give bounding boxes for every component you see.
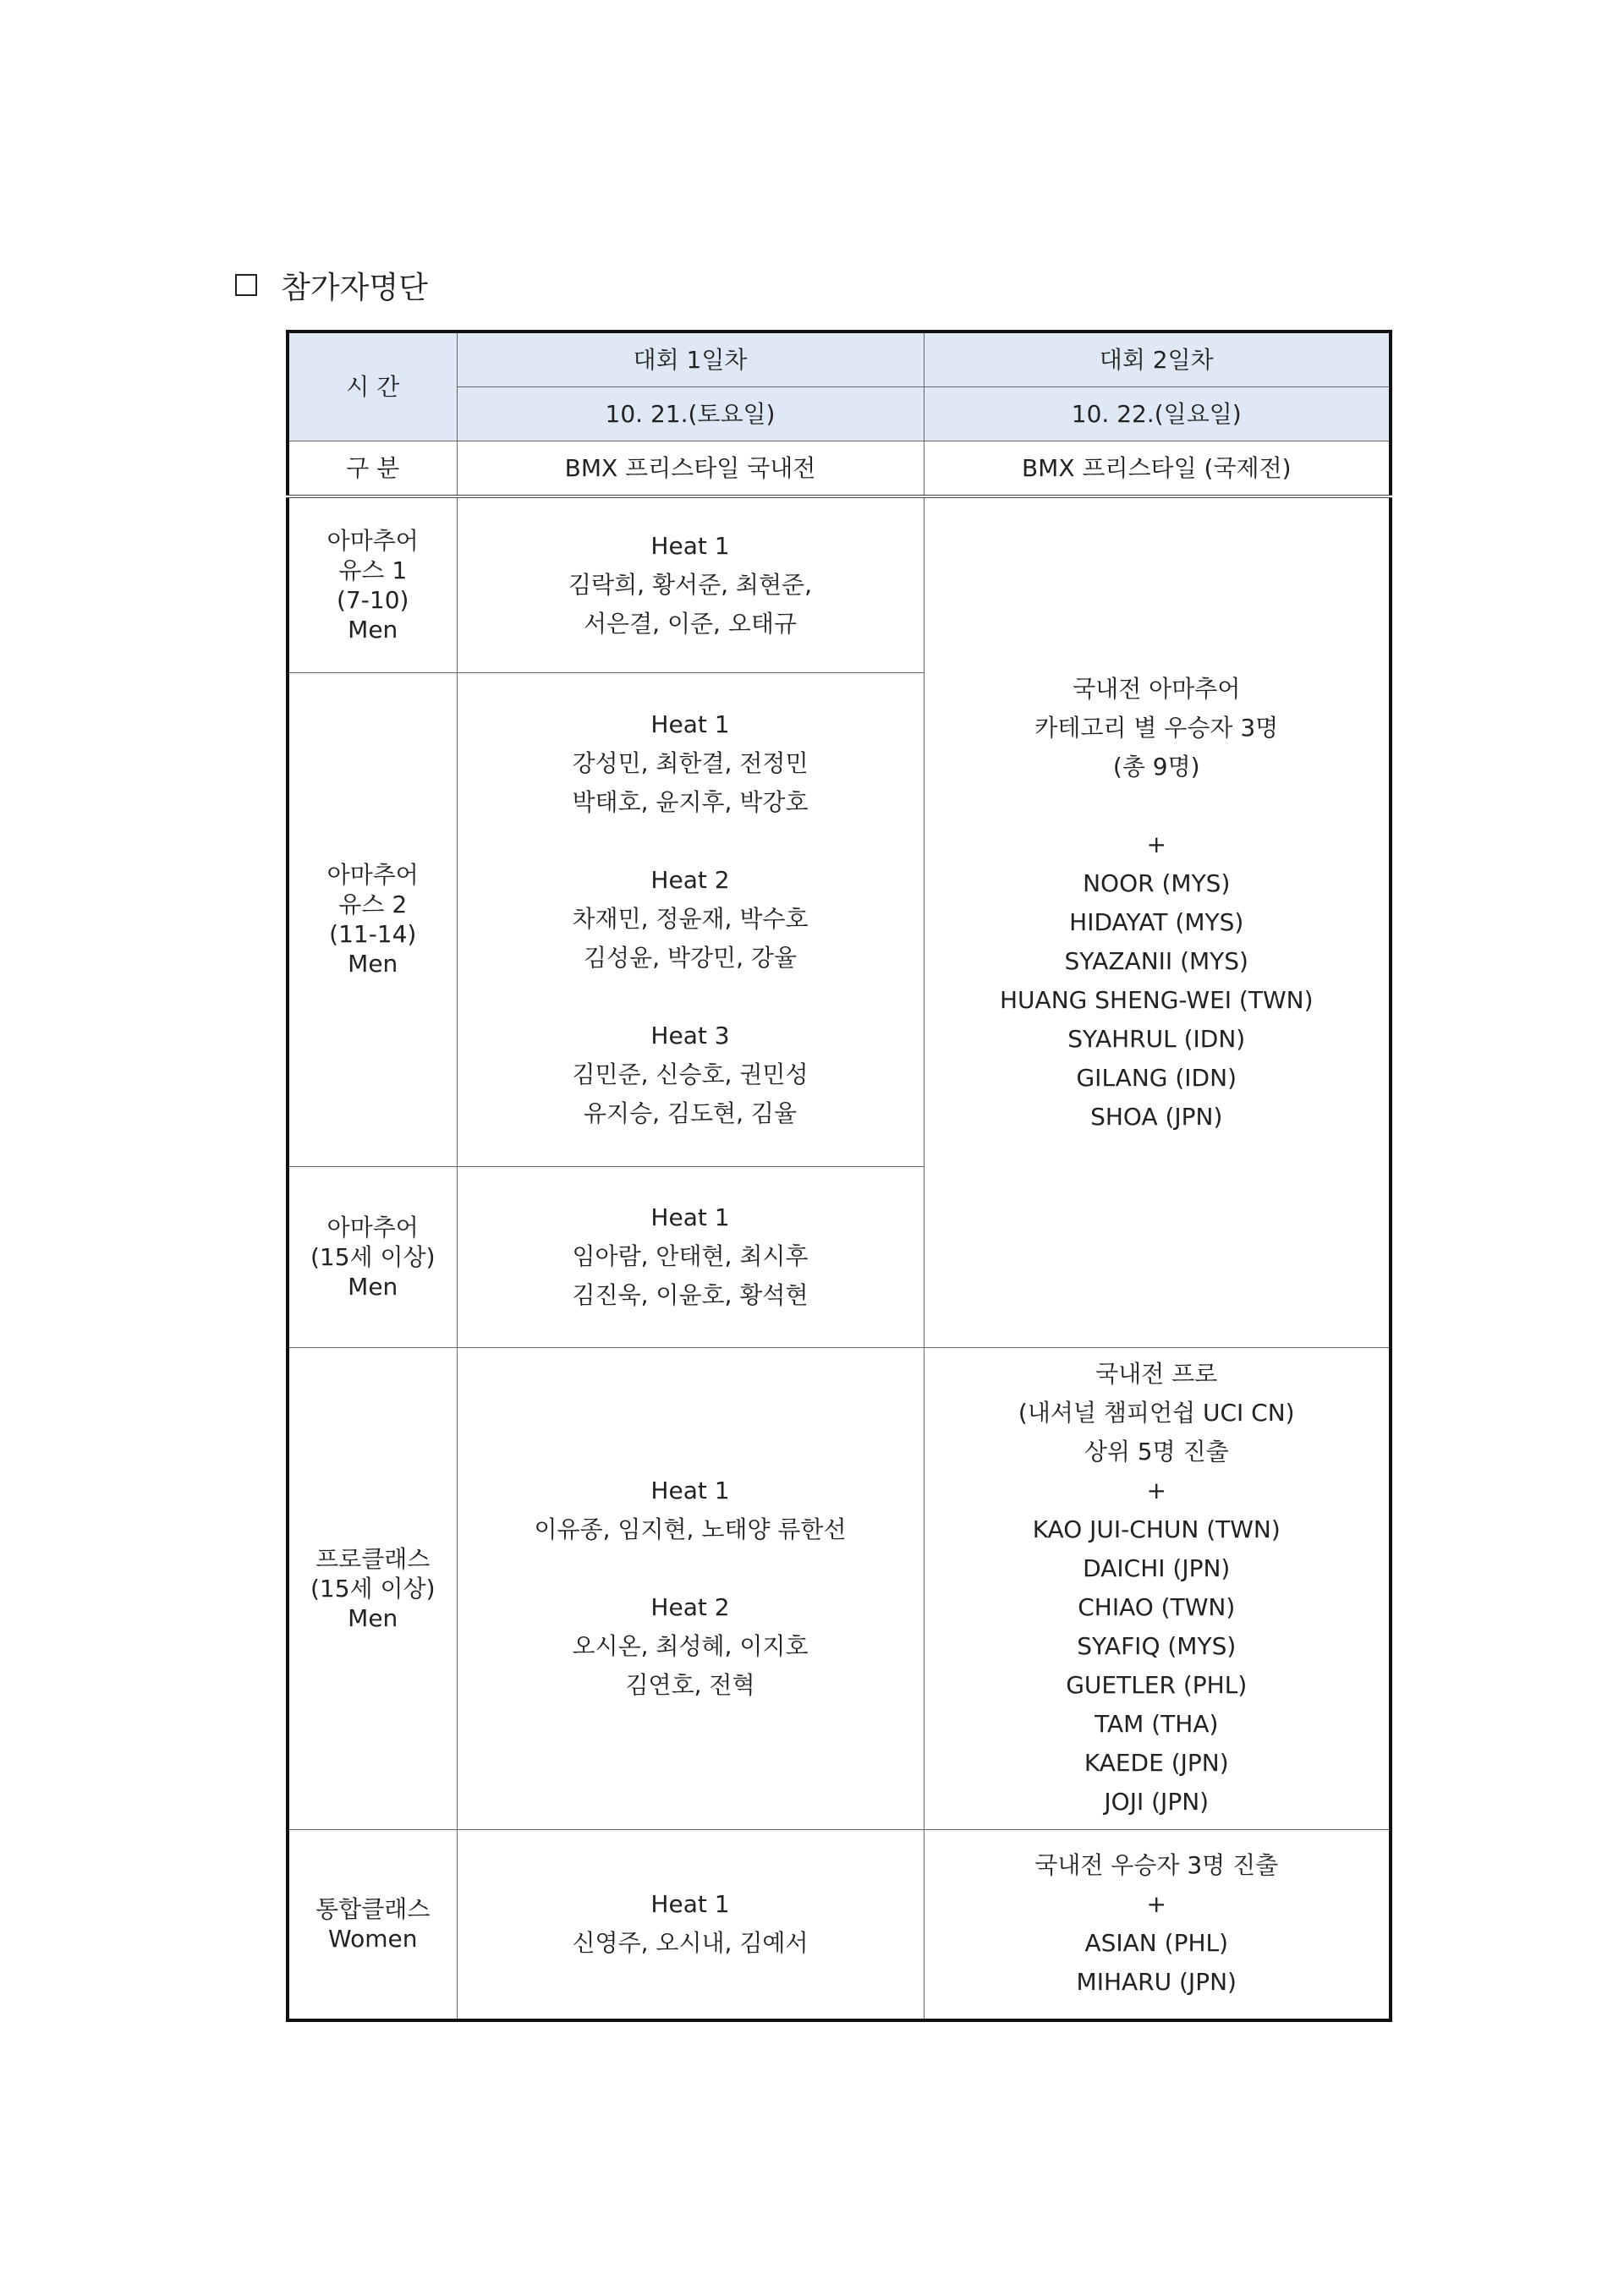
category-label-line: 아마추어: [326, 861, 419, 889]
category-label-line: 유스 1: [338, 556, 408, 584]
category-label-cell: [288, 1347, 457, 1829]
heat-riders-line: 김성윤, 박강민, 강율: [584, 944, 797, 972]
category-label-line: 통합클래스: [315, 1895, 431, 1924]
intl-rider: KAEDE (JPN): [1084, 1749, 1229, 1777]
heat-name: Heat 1: [650, 1477, 730, 1504]
day1-date: 10. 21.(토요일): [605, 399, 776, 428]
spacer: [924, 786, 1390, 825]
category-label-line: (11-14): [329, 920, 417, 948]
day2-label: 대회 2일차: [1099, 345, 1214, 374]
day1-date-cell: [457, 387, 924, 441]
category-label-line: 아마추어: [326, 526, 419, 555]
day2-pro-intro-line: 상위 5명 진출: [1084, 1438, 1229, 1466]
heat-riders-line: 김진욱, 이윤호, 황석현: [572, 1281, 809, 1309]
intl-rider: SYAHRUL (IDN): [1067, 1024, 1246, 1053]
intl-rider: SHOA (JPN): [1090, 1102, 1223, 1131]
heat-riders-line: 김락희, 황서준, 최현준,: [568, 570, 812, 599]
header-row-days: [288, 332, 1391, 387]
section-title-text: 참가자명단: [281, 270, 428, 305]
intl-rider: CHIAO (TWN): [1078, 1593, 1236, 1621]
heats-cell: [457, 496, 924, 672]
heat-riders-line: 김민준, 신승호, 권민성: [572, 1060, 809, 1088]
category-row-youth1: [288, 496, 1391, 672]
day2-women-cell: [924, 1829, 1391, 2020]
category-label-line: Men: [348, 950, 398, 978]
spacer: [458, 1549, 924, 1588]
heat-riders-line: 유지승, 김도현, 김율: [584, 1099, 797, 1127]
intl-rider: JOJI (JPN): [1104, 1788, 1210, 1816]
heat-riders-line: 서은결, 이준, 오태규: [584, 609, 797, 638]
day2-event-cell: [924, 441, 1391, 497]
heats-cell: [457, 1166, 924, 1347]
division-label-cell: [288, 441, 457, 497]
category-label-cell: [288, 496, 457, 672]
time-label: 시 간: [346, 372, 400, 401]
heat-riders-line: 이유종, 임지현, 노태양 류한선: [534, 1515, 847, 1543]
day2-header-cell: [924, 332, 1391, 387]
heat-riders-line: 임아람, 안태현, 최시후: [572, 1242, 809, 1270]
intl-rider: ASIAN (PHL): [1084, 1929, 1229, 1958]
intl-rider: TAM (THA): [1095, 1710, 1219, 1738]
day2-date: 10. 22.(일요일): [1071, 399, 1242, 428]
day1-event-cell: [457, 441, 924, 497]
plus-sign: +: [1146, 830, 1166, 858]
category-row-pro: [288, 1347, 1391, 1829]
day2-amateur-intro-line: (총 9명): [1112, 752, 1200, 781]
heat-riders-line: 김연호, 전혁: [625, 1671, 755, 1699]
heat-name: Heat 2: [650, 866, 730, 894]
section-title: [235, 262, 428, 308]
intl-rider: GUETLER (PHL): [1066, 1671, 1248, 1699]
division-label: 구 분: [346, 453, 400, 482]
category-label-cell: [288, 1829, 457, 2020]
day1-label: 대회 1일차: [633, 345, 748, 374]
day2-amateur-cell: [924, 496, 1391, 1347]
category-label-line: (15세 이상): [310, 1574, 436, 1603]
day2-date-cell: [924, 387, 1391, 441]
category-label-line: Men: [348, 615, 398, 644]
category-label-line: Men: [348, 1272, 398, 1301]
intl-rider: KAO JUI-CHUN (TWN): [1032, 1515, 1281, 1543]
category-label-cell: [288, 672, 457, 1166]
day2-amateur-intro-line: 카테고리 별 우승자 3명: [1034, 713, 1279, 742]
spacer: [458, 978, 924, 1016]
heats-cell: [457, 1829, 924, 2020]
intl-rider: NOOR (MYS): [1083, 869, 1231, 897]
heat-name: Heat 2: [650, 1593, 730, 1621]
intl-rider: MIHARU (JPN): [1076, 1968, 1237, 1997]
heats-cell: [457, 672, 924, 1166]
intl-rider: HIDAYAT (MYS): [1069, 907, 1244, 936]
category-label-line: (15세 이상): [310, 1242, 436, 1271]
day2-pro-intro-line: (내셔널 챔피언쉽 UCI CN): [1018, 1399, 1295, 1427]
day2-amateur-intro-line: 국내전 아마추어: [1073, 674, 1241, 703]
plus-sign: +: [1146, 1477, 1166, 1504]
division-row: [288, 441, 1391, 497]
day2-women-intro-line: 국내전 우승자 3명 진출: [1034, 1851, 1279, 1880]
day2-event: BMX 프리스타일 (국제전): [1021, 453, 1292, 482]
heat-name: Heat 1: [650, 1890, 730, 1919]
category-label-line: Women: [328, 1925, 418, 1954]
day2-pro-intro-line: 국내전 프로: [1095, 1360, 1218, 1388]
participant-table: [286, 330, 1392, 2022]
intl-rider: GILANG (IDN): [1076, 1063, 1237, 1092]
checkbox-square-icon: [235, 274, 257, 296]
category-label-cell: [288, 1166, 457, 1347]
heat-name: Heat 1: [650, 531, 730, 560]
intl-rider: SYAZANII (MYS): [1064, 946, 1248, 975]
category-label-line: (7-10): [337, 585, 409, 614]
plus-sign: +: [1146, 1890, 1166, 1919]
category-label-line: 아마추어: [326, 1213, 419, 1241]
day1-header-cell: [457, 332, 924, 387]
heats-cell: [457, 1347, 924, 1829]
time-header-cell: [288, 332, 457, 441]
day2-pro-cell: [924, 1347, 1391, 1829]
intl-rider: SYAFIQ (MYS): [1077, 1632, 1237, 1660]
category-row-women: [288, 1829, 1391, 2020]
intl-rider: HUANG SHENG-WEI (TWN): [1000, 985, 1314, 1014]
day1-event: BMX 프리스타일 국내전: [564, 453, 816, 482]
heat-riders-line: 강성민, 최한결, 전정민: [572, 749, 809, 777]
category-label-line: 유스 2: [338, 890, 408, 918]
heat-riders-line: 신영주, 오시내, 김예서: [572, 1929, 809, 1958]
intl-rider: DAICHI (JPN): [1083, 1554, 1231, 1582]
heat-name: Heat 3: [650, 1022, 730, 1049]
heat-riders-line: 박태호, 윤지후, 박강호: [572, 788, 809, 816]
spacer: [458, 822, 924, 861]
heat-riders-line: 오시온, 최성혜, 이지호: [572, 1632, 809, 1660]
category-label-line: Men: [348, 1603, 398, 1632]
category-label-line: 프로클래스: [315, 1544, 431, 1573]
heat-name: Heat 1: [650, 1203, 730, 1231]
heat-name: Heat 1: [650, 710, 730, 738]
spacer: [924, 1137, 1390, 1175]
heat-riders-line: 차재민, 정윤재, 박수호: [572, 905, 809, 933]
